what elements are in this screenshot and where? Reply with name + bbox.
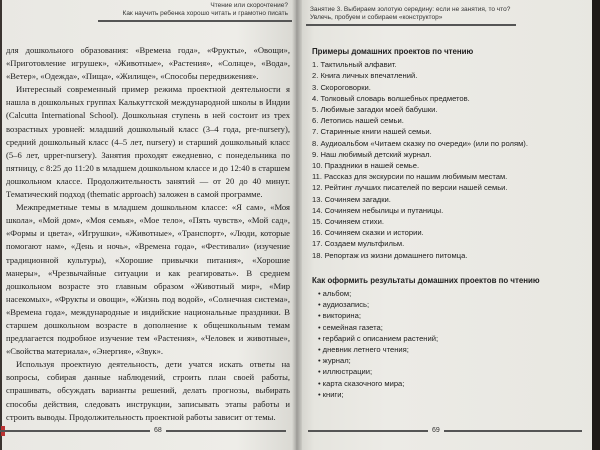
footer-rule [0,430,150,432]
list-item: • гербарий с описанием растений; [318,333,582,344]
list-item: 10. Праздники в нашей семье. [312,161,420,171]
results-list-title: Как оформить результаты домашних проектов по чтению [312,275,540,285]
projects-list [312,59,582,261]
list-item: 13. Сочиняем загадки. [312,194,391,204]
left-footer [0,427,286,434]
list-item: 6. Летопись нашей семьи. [312,116,404,126]
right-running-head-line-2: Увлечь, пробуем и собираем «конструктор» [310,13,443,21]
list-item: 16. Сочиняем сказки и истории. [312,228,424,238]
list-item: 7. Старинные книги нашей семьи. [312,127,432,137]
results-list [312,288,582,400]
list-item: 9. Наш любимый детский журнал. [312,149,432,159]
left-running-head-line-1: Чтение или скорочтение? [210,2,288,9]
list-item: • иллюстрации; [318,366,582,377]
list-item: • книги; [318,389,582,400]
list-item: • аудиозапись; [318,299,582,310]
left-page [0,0,296,450]
list-item: • дневник летнего чтения; [318,344,582,355]
projects-list-title: Примеры домашних проектов по чтению [312,47,474,56]
paragraph: Интересный современный пример режима проектной деятельности я нашла в дошкольных группах Калькуттской международной школы в Индии (Calcutta International School). Дошкольная ступень в ней состоит из трех возрастных уровней: младший дошкольный класс (3–4 года, pre-nursery), средний дошкольный класс (4–5 лет, nursery) и старший дошкольный класс (5–6 лет, upper-nursery). Занятия проходят ежедневно, с понедельника по пятницу, с 8:25 до 11:20 в младшем дошкольном классе и до 12:40 в старшем дошкольном классе. Продолжительность занятий — от 20 до 40 минут. Тематический подход (thematic approach) заложен в самой программе. [6,84,290,200]
list-item: 17. Создаем мультфильм. [312,239,405,249]
list-item: 14. Сочиняем небылицы и путаницы. [312,205,444,215]
list-item: 4. Толковый словарь волшебных предметов. [312,93,470,103]
right-running-head-line-1: Занятие 3. Выбираем золотую середину: если не занятия, то что? [310,6,511,13]
right-footer [296,427,592,434]
list-item: • альбом; [318,288,582,299]
book-edge-right [592,0,600,450]
right-page [296,0,600,450]
list-item: 1. Тактильный алфавит. [312,60,397,70]
right-running-head [310,6,510,21]
list-item: • семейная газета; [318,322,582,333]
list-item: • журнал; [318,355,582,366]
paragraph: для дошкольного образования: «Времена года», «Фрукты», «Овощи», «Приготовление игрушек», «Животные», «Растения», «Солнце», «Вода», «Ветер», «Одежда», «Пища», «Жилище», «Способы передвижения». [6,45,290,82]
list-item: 2. Книга личных впечатлений. [312,71,418,81]
right-page-body [312,46,582,400]
list-item: 12. Рейтинг лучших писателей по версии нашей семьи. [312,183,508,193]
book-gutter [292,0,302,450]
list-item: 8. Аудиоальбом «Читаем сказку по очереди» (или по ролям). [312,138,528,148]
left-page-body [6,44,290,424]
list-item: 5. Любимые загадки моей бабушки. [312,105,438,115]
list-item: • викторина; [318,310,582,321]
list-item: 11. Рассказ для экскурсии по нашим любимым местам. [312,172,508,182]
list-item: 15. Сочиняем стихи. [312,217,384,227]
left-page-number: 68 [154,427,162,434]
left-head-rule [98,20,292,22]
paragraph: Используя проектную деятельность, дети учатся искать ответы на вопросы, собирая данные наблюдений, строить план своей работы, спрашивать, обсуждать варианты решений, делать прогнозы, выбирать способы действия, следовать инструкции, записывать этапы работы и строить выводы. Продолжительность проектной работы зависит от темы. [6,359,290,422]
footer-rule [444,430,582,432]
list-item: 3. Скороговорки. [312,82,371,92]
footer-rule [166,430,286,432]
left-running-head-line-2: Как научить ребенка хорошо читать и грамотно писать [122,9,288,17]
list-item: 18. Репортаж из жизни домашнего питомца. [312,250,468,260]
right-head-rule [306,24,516,26]
list-item: • карта сказочного мира; [318,378,582,389]
paragraph: Межпредметные темы в младшем дошкольном классе: «Я сам», «Моя школа», «Мой дом», «Моя семья», «Мое тело», «Пять чувств», «Мой сад», «Формы и цвета», «Игрушки», «Животные», «Транспорт», «Люди, которые помогают нам», «День и ночь», «Времена года», «Фестивали» (изучение традиционной культуры), «Хорошие привычки питания», «Хорошие манеры», «Чрезвычайные ситуации и как реагировать». В среднем дошкольном возрасте это главным образом «Животный мир», «Мир насекомых», «Фрукты и овощи», «Жизнь под водой», «Солнечная система», «Времена года», международные и индийские национальные праздники. В старшем дошкольном возрасте в дополнение к общешкольным темам предлагается подробное изучение тем «Растения», «Человек и животные», «Свойства материала», «Энергия», «Звук». [6,202,290,357]
right-page-number: 69 [432,427,440,434]
left-running-head [123,2,288,17]
book-edge-left [0,0,2,450]
footer-rule [308,430,428,432]
